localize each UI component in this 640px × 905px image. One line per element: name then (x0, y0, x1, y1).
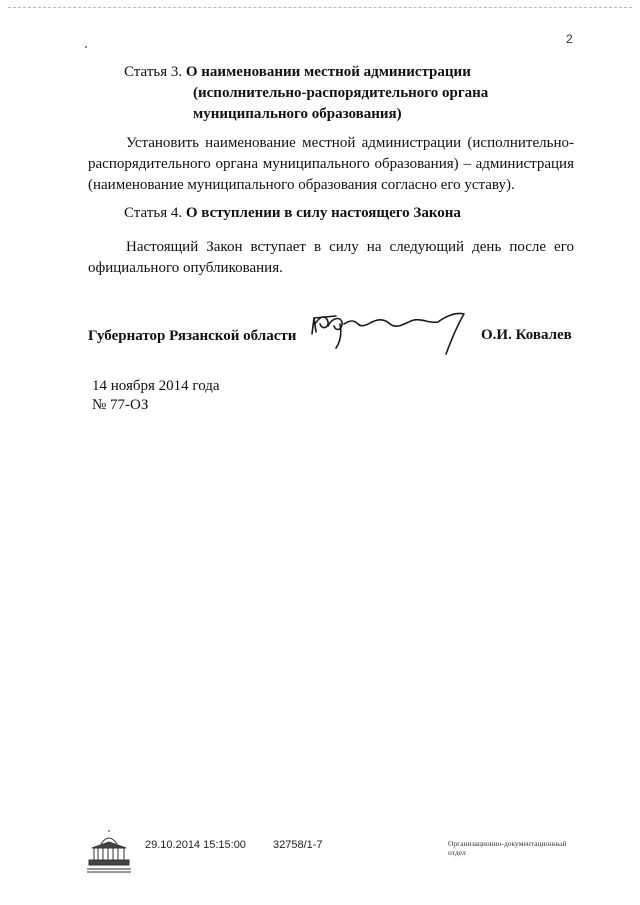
article-3-title-line2: (исполнительно-распорядительного органа (193, 85, 489, 101)
article-3-body-line: Установить наименование местной администрации (исполнительно- (126, 135, 574, 151)
article-4-title: О вступлении в силу настоящего Закона (185, 205, 461, 221)
signatory-position: Губернатор Рязанской области (88, 328, 297, 344)
department-line: Организационно-документационный (448, 839, 567, 848)
article-3-body (88, 133, 574, 196)
article-3-heading (124, 62, 471, 83)
article-4-heading (124, 203, 461, 224)
article-4-number: Статья 4. (124, 205, 183, 221)
article-3-body-line: (наименование муниципального образования согласно его уставу). (88, 177, 515, 193)
registration-timestamp: 29.10.2014 15:15:00 (145, 839, 246, 851)
article-4-body-line: Настоящий Закон вступает в силу на следующий день после его (126, 239, 574, 255)
article-3-number: Статья 3. (124, 64, 183, 80)
top-scan-rule (8, 7, 632, 8)
duma-building-icon (84, 830, 134, 876)
article-4-body-line: официального опубликования. (88, 260, 283, 276)
law-date-block (92, 377, 220, 415)
department-line: отдел (448, 848, 466, 857)
department-label (448, 839, 566, 857)
article-3-title-line3: муниципального образования) (193, 106, 402, 122)
law-date: 14 ноября 2014 года (92, 378, 220, 394)
article-3-body-line: распорядительного органа муниципального образования) – администрация (88, 156, 574, 172)
registration-doc-id: 32758/1-7 (273, 839, 323, 851)
scan-speck (85, 46, 87, 48)
registration-stamp (145, 839, 347, 851)
page-number: 2 (566, 32, 573, 46)
law-number: № 77-ОЗ (92, 397, 149, 413)
signatory-name: О.И. Ковалев (481, 327, 572, 343)
handwritten-signature (306, 300, 476, 360)
article-3-title: О наименовании местной администрации (185, 64, 471, 80)
article-4-body (88, 237, 574, 279)
